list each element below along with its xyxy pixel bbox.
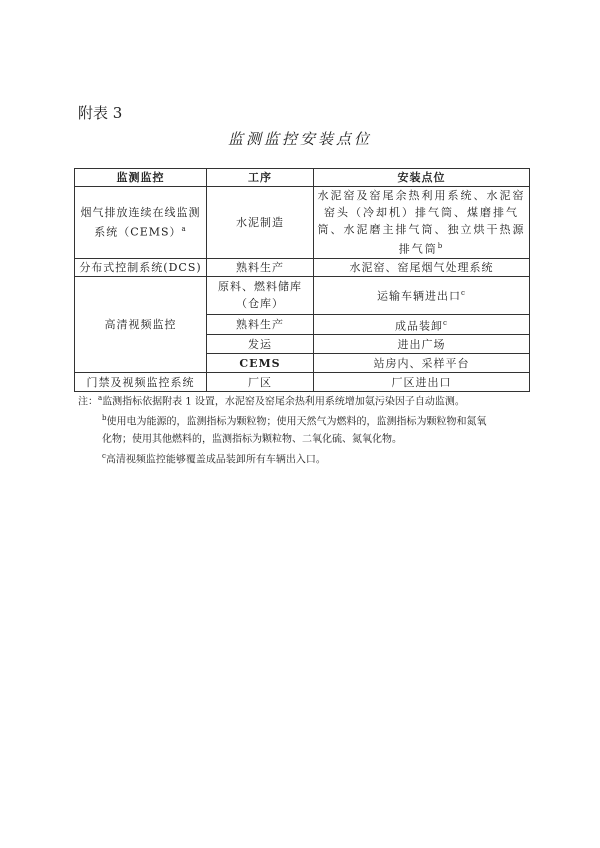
table-title: 监测监控安装点位: [227, 130, 372, 148]
table-row: [75, 276, 530, 314]
location-cell: 成品装卸$^c$: [314, 314, 530, 335]
table-notes: [78, 390, 538, 468]
header-monitor: 监测监控: [75, 169, 207, 187]
monitoring-table: [74, 168, 530, 392]
location-cell: 水泥窑及窑尾余热利用系统、水泥窑窑头（冷却机）排气筒、煤磨排气筒、水泥磨主排气筒、独立烘干热源排气筒$^b$: [314, 187, 530, 259]
table-row: [75, 258, 530, 276]
location-cell: 厂区进出口: [314, 373, 530, 392]
note-c: $^c$高清视频监控能够覆盖成品装卸所有车辆出入口。: [102, 451, 326, 465]
location-cell: 站房内、采样平台: [314, 354, 530, 373]
process-cell: 熟料生产: [207, 258, 314, 276]
header-location: 安装点位: [314, 169, 530, 187]
location-cell: 水泥窑、窑尾烟气处理系统: [314, 258, 530, 276]
note-a: 注：$^a$监测指标依据附表 1 设置，水泥窑及窑尾余热利用系统增加氨污染因子自动监测。: [78, 394, 465, 408]
process-cell: 熟料生产: [207, 314, 314, 335]
location-cell: 运输车辆进出口$^c$: [314, 276, 530, 314]
process-cell: 厂区: [207, 373, 314, 392]
header-process: 工序: [207, 169, 314, 187]
monitor-cell: 烟气排放连续在线监测系统（CEMS）$^a$: [75, 187, 207, 259]
monitor-cell: 分布式控制系统(DCS): [75, 258, 207, 276]
table-row: [75, 187, 530, 259]
note-b: $^b$使用电为能源的，监测指标为颗粒物；使用天然气为燃料的，监测指标为颗粒物和氮氧: [102, 414, 487, 428]
appendix-heading: 附表 3: [78, 104, 123, 122]
note-b-continued: 化物；使用其他燃料的，监测指标为颗粒物、二氧化硫、氮氧化物。: [102, 433, 402, 445]
table-row: [75, 373, 530, 392]
location-cell: 进出广场: [314, 335, 530, 354]
monitor-cell: 门禁及视频监控系统: [75, 373, 207, 392]
table-header-row: [75, 169, 530, 187]
process-cell: 发运: [207, 335, 314, 354]
monitor-cell: 高清视频监控: [75, 276, 207, 373]
process-cell: 水泥制造: [207, 187, 314, 259]
process-cell: 原料、燃料储库（仓库）: [207, 276, 314, 314]
process-cell: CEMS: [207, 354, 314, 373]
